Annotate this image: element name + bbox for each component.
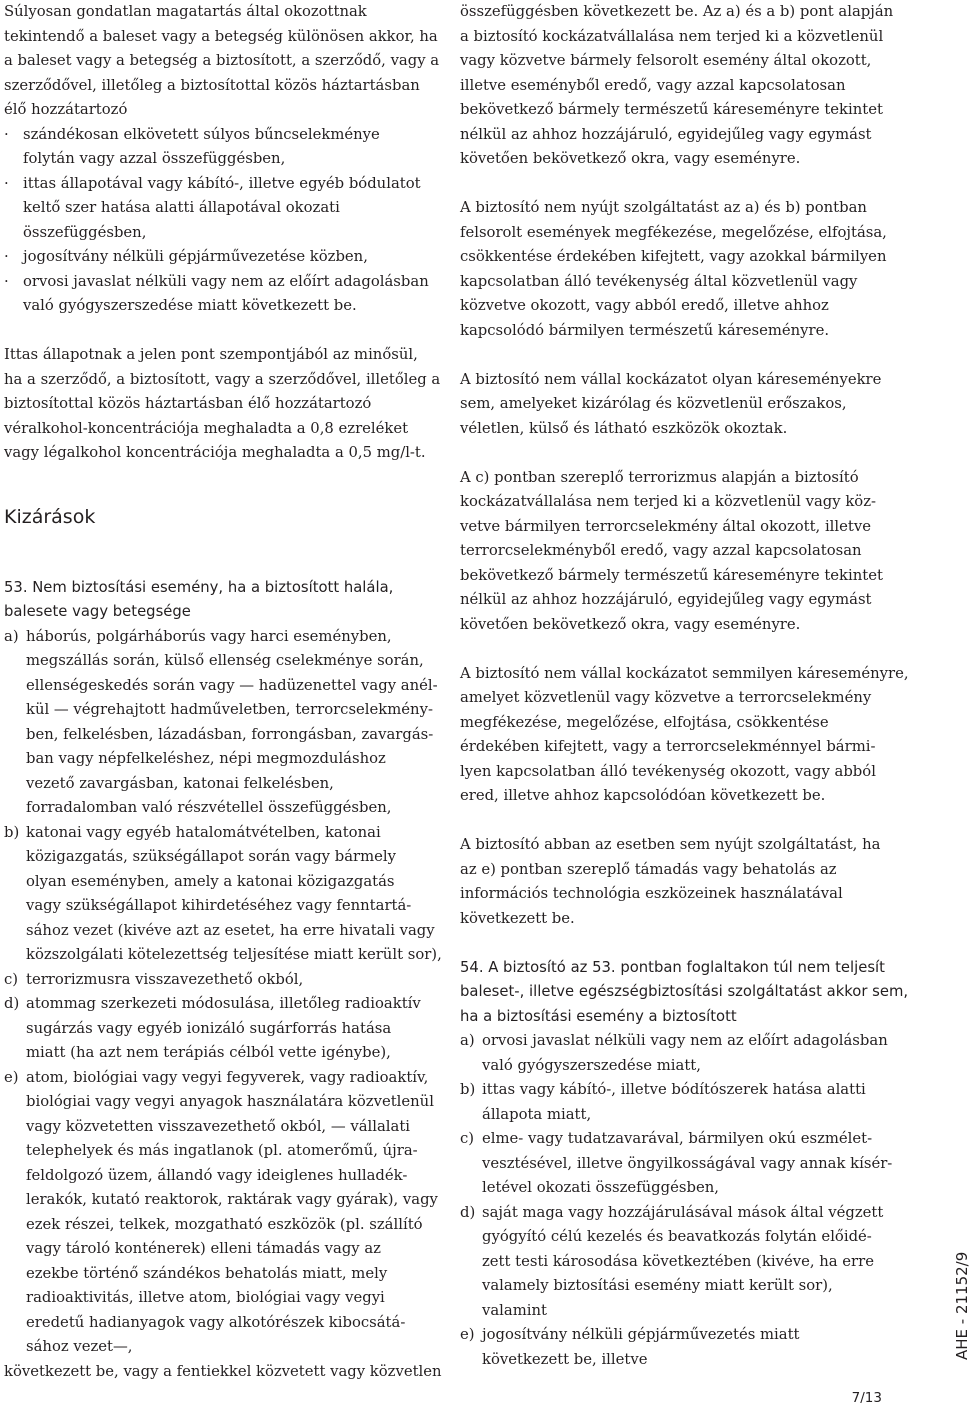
list-marker: d) bbox=[4, 995, 20, 1012]
bullet-item bbox=[4, 123, 434, 172]
text-line: folytán vagy azzal összefüggésben, bbox=[23, 150, 286, 167]
text-line: állapota miatt, bbox=[482, 1105, 592, 1123]
document-id: AHE - 21152/9 bbox=[953, 1251, 971, 1360]
text-line: közszolgálati kötelezettség teljesítése miatt került sor), bbox=[26, 946, 442, 963]
text-line: kapcsolatban álló tevékenység által közvetlenül vagy bbox=[460, 272, 858, 290]
text-line: Ittas állapotnak a jelen pont szempontjából az minősül, bbox=[4, 346, 418, 363]
text-line: baleset-, illetve egészségbiztosítási szolgáltatást akkor sem, bbox=[460, 983, 909, 1000]
text-line: 53. Nem biztosítási esemény, ha a biztosított halála, bbox=[4, 578, 394, 596]
text-line: ered, illetve ahhoz kapcsolódóan következett be. bbox=[460, 787, 826, 804]
text-line: háborús, polgárháborús vagy harci eseményben, bbox=[26, 627, 392, 645]
text-line: ezek részei, telkek, mozgatható eszközök (pl. szállító bbox=[26, 1215, 423, 1233]
text-line: érdekében kifejtett, vagy a terrorcselekménnyel bármi- bbox=[460, 738, 876, 755]
list-item-c bbox=[460, 1127, 892, 1201]
text-line: A biztosító nem vállal kockázatot olyan káreseményekre bbox=[460, 370, 882, 388]
paragraph-risk-ab bbox=[460, 0, 892, 172]
text-line: 54. A biztosító az 53. pontban foglaltakon túl nem teljesít bbox=[460, 958, 885, 976]
text-line: kapcsolódó bármilyen természetű káreseményre. bbox=[460, 321, 830, 339]
text-line: orvosi javaslat nélküli vagy nem az előírt adagolásban bbox=[23, 272, 429, 290]
text-line: nélkül az ahhoz hozzájáruló, egyidejűleg vagy egymást bbox=[460, 125, 872, 143]
text-line: A biztosító nem vállal kockázatot semmilyen káreseményre, bbox=[460, 664, 909, 682]
bullet-dot-icon: · bbox=[4, 272, 9, 290]
list-item-d bbox=[460, 1201, 892, 1324]
text-line: atommag szerkezeti módosulása, illetőleg radioaktív bbox=[26, 995, 421, 1012]
left-column bbox=[4, 0, 442, 1384]
text-line: gyógyító célú kezelés és beavatkozás folytán előidé- bbox=[482, 1228, 872, 1245]
list-marker: e) bbox=[460, 1326, 475, 1343]
text-line: felsorolt események megfékezése, megelőzése, elfojtása, bbox=[460, 223, 887, 241]
text-line: való gyógyszerszedése miatt következett be. bbox=[23, 297, 357, 314]
text-line: elme- vagy tudatzavarával, bármilyen okú eszmélet- bbox=[482, 1130, 873, 1147]
list-item-b bbox=[460, 1078, 892, 1127]
text-line: összefüggésben következett be. Az a) és a b) pont alapján bbox=[460, 3, 894, 20]
text-line: tekintendő a baleset vagy a betegség különösen akkor, ha bbox=[4, 27, 438, 45]
bullet-list bbox=[4, 123, 434, 319]
bullet-item bbox=[4, 172, 434, 246]
text-line: következett be, vagy a fentiekkel közvetett vagy közvetlen bbox=[4, 1362, 442, 1380]
text-line: vagy közvetetten visszavezethető okból, — vállalati bbox=[26, 1117, 411, 1135]
text-line: terrorcselekményből eredő, vagy azzal kapcsolatosan bbox=[460, 542, 862, 559]
text-line: terrorizmusra visszavezethető okból, bbox=[26, 970, 304, 988]
list-marker: b) bbox=[460, 1081, 476, 1098]
text-line: jogosítvány nélküli gépjárművezetés miatt bbox=[482, 1326, 800, 1343]
text-line: forradalomban való részvétellel összefüggésben, bbox=[26, 799, 392, 816]
text-line: sához vezet (kivéve azt az esetet, ha erre hivatali vagy bbox=[26, 921, 435, 939]
text-line: ha a biztosítási esemény a biztosított bbox=[460, 1007, 737, 1025]
text-line: atom, biológiai vagy vegyi fegyverek, vagy radioaktív, bbox=[26, 1068, 429, 1086]
text-line: ellenségeskedés során vagy — hadüzenettel vagy anél- bbox=[26, 676, 438, 694]
list-item-c bbox=[4, 968, 434, 993]
paragraph-violent-events bbox=[460, 368, 892, 442]
list-item-b bbox=[4, 821, 442, 968]
page-number: 7/13 bbox=[851, 1390, 882, 1406]
text-line: lerakók, kutató reaktorok, raktárak vagy gyárak), vagy bbox=[26, 1191, 438, 1208]
list-marker: e) bbox=[4, 1068, 19, 1086]
paragraph-terrorism bbox=[460, 466, 892, 638]
text-line: vagy közvetve bármely felsorolt esemény által okozott, bbox=[460, 52, 872, 69]
text-line: való gyógyszerszedése miatt, bbox=[482, 1056, 701, 1074]
text-line: szerződővel, illetőleg a biztosítottal közös háztartásban bbox=[4, 76, 420, 94]
text-line: élő hozzátartozó bbox=[4, 101, 128, 118]
section-54-list bbox=[460, 1029, 892, 1372]
text-line: vagy szükségállapot kihirdetéséhez vagy fenntartá- bbox=[26, 897, 412, 914]
right-column bbox=[460, 0, 909, 1372]
text-line: ittas vagy kábító-, illetve bódítószerek hatása alatti bbox=[482, 1081, 866, 1098]
text-line: ha a szerződő, a biztosított, vagy a szerződővel, illetőleg a bbox=[4, 370, 441, 388]
text-line: sához vezet—, bbox=[26, 1338, 133, 1355]
text-line: összefüggésben, bbox=[23, 223, 147, 241]
text-line: az e) pontban szereplő támadás vagy behatolás az bbox=[460, 860, 837, 878]
text-line: vetve bármilyen terrorcselekmény által okozott, illetve bbox=[460, 517, 871, 535]
text-line: Súlyosan gondatlan magatartás által okozottnak bbox=[4, 3, 367, 20]
text-line: keltő szer hatása alatti állapotával okozati bbox=[23, 199, 340, 216]
text-line: valamely biztosítási esemény miatt került sor), bbox=[482, 1277, 833, 1294]
text-line: saját maga vagy hozzájárulásával mások által végzett bbox=[482, 1203, 884, 1221]
text-line: a baleset vagy a betegség a biztosított, a szerződő, vagy a bbox=[4, 52, 440, 69]
paragraph-terror-suppression bbox=[460, 662, 909, 809]
text-line: megszállás során, külső ellenség cselekménye során, bbox=[26, 652, 424, 669]
list-marker: b) bbox=[4, 823, 20, 841]
text-line: orvosi javaslat nélküli vagy nem az előírt adagolásban bbox=[482, 1032, 888, 1049]
text-line: A biztosító nem nyújt szolgáltatást az a) és b) pontban bbox=[460, 199, 867, 216]
text-line: véralkohol-koncentrációja meghaladta a 0,8 ezreléket bbox=[4, 419, 409, 437]
bullet-dot-icon: · bbox=[4, 125, 9, 143]
list-item-e bbox=[4, 1066, 438, 1360]
text-line: vesztésével, illetve öngyilkosságával vagy annak kísér- bbox=[482, 1154, 893, 1172]
text-line: következett be, illetve bbox=[482, 1350, 648, 1368]
bullet-dot-icon: · bbox=[4, 248, 9, 265]
text-line: vezető zavargásban, katonai felkelésben, bbox=[26, 774, 334, 792]
text-line: véletlen, külső és látható eszközök okoztak. bbox=[460, 419, 788, 437]
text-line: bekövetkező bármely természetű káreseményre tekintet bbox=[460, 101, 883, 118]
text-line: telephelyek és más ingatlanok (pl. atomerőmű, újra- bbox=[26, 1142, 418, 1159]
list-item-e bbox=[460, 1323, 892, 1372]
text-line: eredetű hadianyagok vagy alkotórészek kibocsátá- bbox=[26, 1313, 406, 1331]
text-line: bekövetkező bármely természetű káreseményre tekintet bbox=[460, 566, 883, 584]
bullet-dot-icon: · bbox=[4, 174, 9, 192]
text-line: olyan eseményben, amely a katonai közigazgatás bbox=[26, 872, 395, 890]
text-line: A biztosító abban az esetben sem nyújt szolgáltatást, ha bbox=[460, 836, 881, 853]
list-marker: c) bbox=[4, 970, 19, 988]
exclusion-list bbox=[4, 625, 442, 1360]
text-line: sugárzás vagy egyéb ionizáló sugárforrás hatása bbox=[26, 1019, 392, 1037]
text-line: közigazgatás, szükségállapot során vagy bármely bbox=[26, 848, 396, 865]
text-line: miatt (ha azt nem terápiás célból vette igénybe), bbox=[26, 1044, 391, 1061]
text-line: biológiai vagy vegyi anyagok használatára közvetlenül bbox=[26, 1093, 434, 1110]
text-line: sem, amelyeket kizárólag és közvetlenül erőszakos, bbox=[460, 395, 847, 412]
text-line: a biztosító kockázatvállalása nem terjed ki a közvetlenül bbox=[460, 27, 884, 45]
list-marker: d) bbox=[460, 1203, 476, 1221]
text-line: vagy tároló konténerek) elleni támadás vagy az bbox=[26, 1240, 381, 1257]
text-line: vagy légalkohol koncentrációja meghaladta a 0,5 mg/l-t. bbox=[4, 444, 426, 461]
text-line: ezekbe történő szándékos behatolás miatt, mely bbox=[26, 1264, 388, 1282]
text-line: ban vagy népfelkeléshez, népi megmozduláshoz bbox=[26, 750, 386, 767]
text-line: megfékezése, megelőzése, elfojtása, csökkentése bbox=[460, 713, 829, 731]
text-line: szándékosan elkövetett súlyos bűncselekménye bbox=[23, 125, 380, 143]
section-54-heading bbox=[460, 956, 909, 1030]
bullet-item bbox=[4, 270, 434, 319]
text-line: biztosítottal közös háztartásban élő hozzátartozó bbox=[4, 395, 372, 412]
intoxication-paragraph bbox=[4, 343, 441, 466]
text-line: balesete vagy betegsége bbox=[4, 603, 191, 620]
text-line: kockázatvállalása nem terjed ki a közvetlenül vagy köz- bbox=[460, 493, 877, 510]
text-line: követően bekövetkező okra, vagy eseményre. bbox=[460, 150, 801, 167]
intro-paragraph bbox=[4, 0, 440, 123]
section-heading-kizarasok: Kizárások bbox=[4, 506, 96, 528]
paragraph-no-service-ab bbox=[460, 196, 892, 343]
text-line: feldolgozó üzem, állandó vagy ideiglenes hulladék- bbox=[26, 1166, 408, 1184]
section-53-heading bbox=[4, 576, 434, 625]
text-line: jogosítvány nélküli gépjárművezetése közben, bbox=[23, 248, 368, 265]
text-line: illetve eseményből eredő, vagy azzal kapcsolatosan bbox=[460, 76, 846, 94]
list-marker: a) bbox=[460, 1032, 475, 1049]
list-item-a bbox=[460, 1029, 892, 1078]
bullet-item bbox=[4, 245, 434, 270]
list-marker: c) bbox=[460, 1130, 475, 1147]
text-line: ittas állapotával vagy kábító-, illetve egyéb bódulatot bbox=[23, 174, 421, 192]
text-line: zett testi károsodása következtében (kivéve, ha erre bbox=[482, 1252, 874, 1270]
paragraph-it-attack bbox=[460, 833, 892, 931]
text-line: letével okozati összefüggésben, bbox=[482, 1179, 719, 1196]
text-line: ben, felkelésben, lázadásban, forrongásban, zavargás- bbox=[26, 725, 434, 743]
text-line: lyen kapcsolatban álló tevékenység okozott, vagy abból bbox=[460, 762, 876, 780]
text-line: információs technológia eszközeinek használatával bbox=[460, 885, 843, 902]
text-line: követően bekövetkező okra, vagy eseményre. bbox=[460, 615, 801, 633]
list-item-d bbox=[4, 992, 434, 1066]
text-line: közvetve okozott, vagy abból eredő, illetve ahhoz bbox=[460, 297, 829, 314]
text-line: valamint bbox=[482, 1301, 547, 1319]
text-line: radioaktivitás, illetve atom, biológiai vagy vegyi bbox=[26, 1289, 385, 1306]
text-line: kül — végrehajtott hadműveletben, terrorcselekmény- bbox=[26, 701, 433, 718]
text-line: következett be. bbox=[460, 909, 575, 927]
list-item-a bbox=[4, 625, 438, 821]
text-line: A c) pontban szereplő terrorizmus alapján a biztosító bbox=[460, 468, 859, 486]
list-marker: a) bbox=[4, 627, 19, 645]
text-line: katonai vagy egyéb hatalomátvételben, katonai bbox=[26, 823, 381, 841]
text-line: csökkentése érdekében kifejtett, vagy azokkal bármilyen bbox=[460, 248, 887, 265]
text-line: nélkül az ahhoz hozzájáruló, egyidejűleg vagy egymást bbox=[460, 591, 872, 608]
text-line: amelyet közvetlenül vagy közvetve a terrorcselekmény bbox=[460, 689, 872, 706]
